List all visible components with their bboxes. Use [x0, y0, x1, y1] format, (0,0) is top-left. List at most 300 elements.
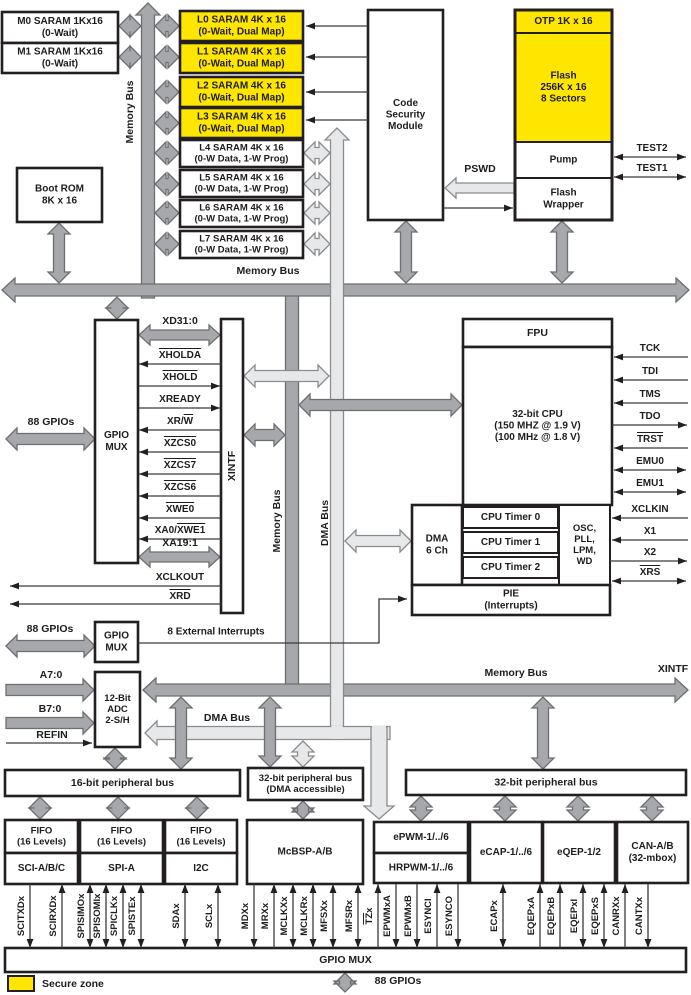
sig-emu0-arrowhead: [677, 467, 686, 474]
xa19-1-arrow: [139, 547, 220, 567]
membus-l7: [155, 233, 179, 255]
bus16-fifo-i2c: [186, 797, 208, 819]
sig-tms-arrowhead: [614, 400, 623, 407]
dma-6ch-label: 6 Ch: [426, 545, 448, 557]
l4-saram: [180, 140, 303, 167]
pin-eqepxb: [546, 884, 561, 948]
memory-bus-1-label: Memory Bus: [236, 265, 300, 277]
sig-xhold: [139, 372, 220, 387]
signal-text: XHOLDA: [158, 349, 202, 361]
xd31-0-label: XD31:0: [162, 315, 198, 327]
bus-32bit-dma: [248, 768, 363, 800]
sig-xzcs7: [139, 460, 221, 475]
l7-saram-label: L7 SARAM 4K x 16: [199, 233, 284, 245]
pin-arrowhead: [355, 939, 362, 948]
pin-arrowhead: [27, 939, 34, 948]
pin-arrowhead: [138, 939, 145, 948]
pin-label: [634, 896, 645, 935]
signal-text: MCLKXx: [278, 896, 290, 936]
pin-arrowhead: [310, 939, 317, 948]
fpu-label: FPU: [527, 327, 548, 339]
secure-zone-swatch: [8, 976, 34, 991]
pin-arrowhead: [103, 939, 110, 948]
boot-rom-label: Boot ROM: [35, 183, 84, 195]
l7-saram-label: (0-W Data, 1-W Prog): [194, 244, 289, 256]
sig-xholda: [139, 350, 221, 365]
sig-csm-l1-arrowhead: [306, 54, 315, 61]
pin-label: [92, 893, 103, 939]
fifo-spi-label: (16 Levels): [96, 836, 147, 848]
signal-text: XREADY: [159, 393, 201, 405]
epwm-label: ePWM-1/../6: [393, 832, 449, 843]
pin-arrowhead: [251, 939, 258, 948]
fifo-sci-label: FIFO: [30, 825, 53, 837]
sig-xr-w: [139, 416, 221, 431]
sig-xzcs0-arrowhead: [139, 449, 148, 456]
dma-bus-2-label: DMA Bus: [203, 712, 251, 724]
pin-label: [364, 907, 375, 925]
sig-xclkin-arrowhead: [612, 515, 621, 522]
signal-text: EQEPxI: [568, 898, 580, 934]
membus1-gpiomux: [106, 297, 128, 319]
signal-text: XZCS6: [163, 481, 197, 493]
pin-spisomix: [92, 884, 107, 948]
membus2-bus32: [532, 697, 554, 769]
xa19-1-label: XA19:1: [162, 537, 198, 549]
pin-label: [260, 902, 271, 929]
pin-label: [526, 897, 537, 936]
sig-csm-l3-arrowhead: [306, 117, 315, 124]
fifo-i2c: [165, 820, 237, 853]
pin-label: [171, 903, 182, 929]
sig-xready: [139, 394, 220, 409]
osc-pll-lpm-wd-label: PLL,: [574, 533, 595, 545]
signal-text: MDXx: [239, 902, 251, 930]
pin-arrowhead: [434, 884, 441, 893]
signal-text: SPISIMOx: [75, 893, 87, 939]
pin-arrowhead: [215, 884, 222, 893]
sig-emu1: [614, 478, 686, 493]
memory-bus-top-label: Memory Bus: [124, 80, 136, 144]
sig-csm-l0-arrowhead: [306, 23, 315, 30]
gpio-mux-adc: [95, 622, 138, 662]
sig-xwe0-label: [166, 504, 195, 515]
signal-text: XWE0: [165, 503, 195, 515]
signal-text: X1: [643, 525, 657, 537]
sig-xrs-arrowhead: [677, 578, 686, 585]
pin-arrowhead: [87, 884, 94, 893]
adc-label: 2-S/H: [105, 715, 130, 727]
pin-label: [240, 902, 251, 929]
pin-arrowhead: [310, 884, 317, 893]
bus16-fifo-spi: [107, 797, 129, 819]
sig-xzcs7-arrowhead: [139, 471, 148, 478]
pswd-arrow: [445, 178, 514, 198]
pin-epwmxa: [382, 884, 397, 948]
pin-label: [299, 895, 310, 935]
pin-arrowhead: [59, 884, 66, 893]
pin-label: [423, 898, 434, 933]
pin-arrowhead: [500, 939, 507, 948]
pin-arrowhead: [330, 884, 337, 893]
epwm: [374, 822, 468, 853]
signal-text: MFSRx: [343, 899, 355, 933]
flash-membus1: [551, 221, 573, 283]
l1-saram-label: (0-Wait, Dual Map): [198, 58, 285, 70]
gpio-mux-xintf: [95, 320, 138, 563]
sig-x2: [610, 547, 687, 562]
dmaband-bus32d: [292, 741, 314, 767]
sig-emu0-arrowhead: [614, 467, 623, 474]
bus32d-mcbsp: [292, 801, 314, 819]
signal-text: TMS: [639, 388, 661, 400]
sci-label: SCI-A/B/C: [17, 863, 66, 874]
sig-trst-label: [637, 434, 663, 445]
m1-saram: [2, 43, 118, 73]
signal-text: MRXx: [259, 902, 271, 930]
sig-xclkin-label: [631, 504, 668, 515]
cpu-timer-0: [463, 507, 558, 528]
sig-xrs: [612, 567, 686, 582]
sig-tdi-arrowhead: [614, 377, 623, 384]
pin-eqepxa: [526, 884, 541, 948]
sig-emu0-label: [636, 456, 664, 467]
pin-arrowhead: [355, 884, 362, 893]
cpu-label: (150 MHZ @ 1.9 V): [494, 420, 581, 432]
fifo-i2c-label: (16 Levels): [176, 836, 226, 848]
l0-saram: [180, 11, 303, 41]
fifo-spi: [80, 820, 163, 853]
dma-6ch: [412, 505, 462, 585]
flash-pump: [515, 142, 612, 178]
signal-text: XR/: [166, 415, 184, 427]
pie-interrupts-label: (Interrupts): [484, 600, 538, 612]
ecap: [470, 822, 542, 883]
sig-test1-arrowhead: [677, 174, 686, 181]
memory-bus-1: [2, 278, 689, 302]
pin-arrowhead: [290, 884, 297, 893]
sig-xr-w-arrowhead: [139, 427, 148, 434]
signal-text: x: [363, 907, 375, 913]
flash-wrapper: [515, 178, 612, 220]
refin-label: REFIN: [36, 729, 68, 741]
signal-text: XRD: [169, 590, 191, 602]
pin-arrowhead: [645, 939, 652, 948]
membus-l2: [155, 81, 179, 103]
gpios-1-label: 88 GPIOs: [27, 416, 75, 428]
signal-text: SCLx: [203, 903, 215, 929]
cpu-label: (100 MHz @ 1.8 V): [494, 432, 581, 444]
osc-pll-lpm-wd-label: OSC,: [572, 522, 597, 534]
sig-test1: [614, 163, 686, 178]
signal-text: MCLKRx: [298, 896, 310, 936]
sig-tck: [614, 343, 688, 358]
pin-arrowhead: [215, 939, 222, 948]
sig-test2-arrowhead: [677, 154, 686, 161]
sig-test2: [614, 143, 686, 158]
sig-x1: [612, 526, 688, 541]
sig-csm-wrapper-arrowhead: [504, 205, 513, 212]
signal-text: EPWMxA: [381, 895, 393, 937]
sig-xholda-label: [159, 350, 201, 361]
pin-arrowhead: [580, 884, 587, 893]
sig-xa0-xwe1-label: [155, 525, 206, 536]
flash: [515, 33, 612, 142]
pin-label: [109, 895, 120, 936]
pin-arrowhead: [455, 939, 462, 948]
l1-saram: [180, 43, 303, 73]
signal-text: XA0/: [154, 524, 177, 536]
l2-saram-label: (0-Wait, Dual Map): [198, 92, 285, 104]
gpio-mux-bar: [5, 948, 686, 972]
signal-text: SPISOMIx: [91, 893, 103, 939]
bus32-ecap: [494, 796, 516, 821]
l0-saram-label: (0-Wait, Dual Map): [198, 26, 285, 38]
pin-arrowhead: [375, 884, 382, 893]
sig-trst: [614, 434, 688, 449]
pin-label: [76, 893, 87, 939]
sig-tdo-label: [639, 411, 660, 422]
cpu-timer-0-label: CPU Timer 0: [480, 512, 541, 523]
sig-xrd: [10, 591, 221, 605]
sig-tck-label: [640, 343, 661, 354]
pin-arrowhead: [271, 884, 278, 893]
membus-l0: [155, 15, 179, 37]
pin-esynco: [444, 884, 459, 948]
sig-test1-arrowhead: [614, 174, 623, 181]
signal-text: EQEPxA: [525, 896, 537, 936]
pin-scitxdx: [16, 884, 31, 948]
gpio-mux-adc-label: GPIO: [103, 630, 130, 642]
adc: [95, 672, 140, 747]
hrpwm: [374, 853, 468, 883]
signal-text: SDAx: [170, 903, 182, 929]
memory-bus-2-label: Memory Bus: [484, 667, 548, 679]
pin-eqepxs: [590, 884, 605, 948]
signal-text: CANRXx: [610, 896, 622, 936]
signal-text: ESYNCO: [443, 895, 455, 937]
signal-text: TDO: [639, 410, 661, 422]
dmabus-dma6ch: [345, 530, 411, 552]
l6-saram-label: (0-W Data, 1-W Prog): [194, 213, 289, 225]
l3-saram-label: L3 SARAM 4K x 16: [197, 111, 286, 123]
can: [617, 822, 688, 883]
sig-xclkout: [10, 572, 221, 587]
signal-text: X2: [643, 546, 657, 558]
l3-saram: [180, 108, 303, 138]
otp-label: OTP 1K x 16: [534, 16, 593, 27]
secure-zone-swatch-box: [8, 976, 34, 991]
sig-tdo-arrowhead: [678, 422, 687, 429]
spi: [80, 853, 163, 884]
otp: [515, 10, 612, 33]
signal-text: EQEPxS: [589, 896, 601, 936]
sig-xzcs6-arrowhead: [139, 493, 148, 500]
sig-xzcs0-label: [164, 438, 197, 449]
pin-label: [48, 895, 59, 937]
sig-xrd-arrowhead: [10, 601, 19, 608]
signal-text: XCLKOUT: [155, 571, 205, 583]
l0-saram-label: L0 SARAM 4K x 16: [197, 14, 286, 26]
sig-tck-arrowhead: [614, 354, 623, 361]
signal-text: XWE1: [176, 524, 206, 536]
pin-label: [546, 897, 557, 936]
signal-text: CANTXx: [633, 896, 645, 936]
xintf-label: XINTF: [226, 450, 238, 482]
pin-label: [382, 895, 393, 937]
signal-text: TDI: [641, 365, 659, 377]
l1-saram-label: L1 SARAM 4K x 16: [197, 46, 286, 58]
sig-tdi-label: [642, 366, 658, 377]
l5-saram-label: L5 SARAM 4K x 16: [199, 172, 284, 184]
pin-arrowhead: [120, 939, 127, 948]
dma-bus-col-label: DMA Bus: [319, 499, 331, 547]
pin-eqepxi: [569, 884, 584, 948]
sig-xr-w-label: [167, 416, 194, 427]
gpios-3-label: 88 GPIOs: [374, 975, 422, 987]
m1-saram-label: M1 SARAM 1Kx16: [17, 46, 103, 58]
gpios-arrow-1: [6, 428, 95, 450]
l4-saram-label: (0-W Data, 1-W Prog): [194, 153, 289, 165]
adc-label: ADC: [107, 704, 128, 715]
signal-text: TRST: [636, 433, 664, 445]
hrpwm-label: HRPWM-1/../6: [388, 862, 454, 874]
bus-16bit-label: 16-bit peripheral bus: [70, 777, 175, 789]
sig-ext-interrupts-arrowhead: [398, 596, 407, 603]
signal-text: XZCS7: [163, 459, 197, 471]
signal-text: SPISTEx: [126, 896, 138, 936]
pin-spisimox: [76, 884, 91, 948]
pin-sclx: [204, 884, 219, 948]
sig-xwe0-arrowhead: [139, 515, 148, 522]
signal-text: EMU0: [636, 455, 664, 467]
a7-0-arrow: [6, 679, 94, 701]
signal-text: ESYNCI: [422, 898, 434, 934]
osc-pll-lpm-wd-label: WD: [576, 556, 593, 568]
sig-trst-arrowhead: [614, 445, 623, 452]
signal-text: XRS: [639, 566, 661, 578]
pin-spistex: [127, 884, 142, 948]
m1-membus: [119, 46, 141, 68]
sig-xrs-label: [640, 567, 661, 578]
bus-32bit-label: 32-bit peripheral bus: [494, 776, 598, 789]
pin-label: [403, 895, 414, 937]
pin-mrxx: [260, 884, 275, 948]
pin-arrowhead: [500, 884, 507, 893]
m0-membus: [119, 15, 141, 37]
sig-xhold-label: [163, 372, 198, 383]
sig-xclkout-arrowhead: [10, 583, 19, 590]
pin-mdxx: [240, 884, 255, 948]
sig-xzcs0: [139, 438, 221, 453]
pin-arrowhead: [601, 884, 608, 893]
osc-pll-lpm-wd-label: LPM,: [573, 545, 596, 557]
pin-arrowhead: [557, 884, 564, 893]
sig-xready-label: [159, 394, 201, 405]
pin-label: [204, 903, 215, 928]
gpiobar-gpios: [334, 973, 356, 992]
code-security-module: [368, 10, 443, 220]
pin-label: [569, 899, 580, 933]
code-security-module-label: Code: [393, 97, 418, 109]
dma-6ch-label: DMA: [425, 533, 449, 545]
l5-saram: [180, 170, 303, 197]
signal-text: XCLKIN: [631, 503, 669, 515]
dma-bus-column: [325, 128, 349, 739]
pin-canrxx: [611, 884, 626, 948]
csm-membus1: [395, 221, 417, 283]
adc-bus16: [104, 748, 126, 769]
fifo-spi-label: FIFO: [110, 825, 133, 837]
flash-label: Flash: [550, 70, 577, 82]
i2c-label: I2C: [193, 863, 209, 874]
pin-arrowhead: [138, 884, 145, 893]
pin-esynci: [423, 884, 438, 948]
sig-emu1-arrowhead: [677, 489, 686, 496]
sig-x2-arrowhead: [678, 558, 687, 565]
bus-32bit-dma-label: (DMA accessible): [266, 784, 345, 796]
pin-scirxdx: [48, 884, 63, 948]
spi-label: SPI-A: [108, 863, 135, 874]
pin-arrowhead: [330, 939, 337, 948]
pin-arrowhead: [290, 939, 297, 948]
pin-arrowhead: [414, 939, 421, 948]
signal-text: EMU1: [636, 477, 664, 489]
xintf-out-label: XINTF: [657, 663, 689, 675]
pin-arrowhead: [103, 884, 110, 893]
signal-text: TZ: [363, 912, 375, 925]
membus-l6: [155, 202, 179, 224]
sig-test1-label: [636, 163, 668, 174]
pin-epwmxb: [403, 884, 418, 948]
l6-dmabus: [304, 202, 330, 224]
pin-label: [590, 897, 601, 935]
flash-label: 256K x 16: [540, 82, 587, 93]
signal-text: ECAPx: [488, 900, 500, 932]
pin-ecapx: [489, 884, 504, 948]
pin-label: [16, 895, 27, 936]
gpio-mux-adc-label: MUX: [105, 642, 128, 654]
cpu-timer-2: [463, 557, 558, 578]
sig-test2-label: [636, 143, 668, 154]
pin-label: [611, 896, 622, 936]
signal-text: W: [183, 415, 194, 427]
membus-l5: [155, 173, 179, 195]
sig-xrd-label: [169, 591, 190, 602]
fifo-sci: [5, 820, 78, 853]
m0-saram: [2, 12, 118, 43]
sig-xzcs7-label: [164, 460, 197, 471]
pin-arrowhead: [537, 884, 544, 893]
pin-arrowhead: [393, 939, 400, 948]
bus-patch-2: [372, 726, 386, 741]
signal-text: TEST1: [636, 162, 668, 174]
l6-saram: [180, 200, 303, 227]
sig-emu0: [614, 456, 686, 471]
mcbsp: [247, 820, 363, 884]
boot-rom: [17, 168, 102, 222]
pie-interrupts-label: PIE: [502, 588, 520, 600]
memory-bus-column-top: [136, 3, 160, 298]
ecap-label: eCAP-1/../6: [479, 847, 533, 858]
gpio-mux-bar-label: GPIO MUX: [319, 954, 372, 966]
sig-csm-l2-arrowhead: [306, 89, 315, 96]
pin-arrowhead: [580, 939, 587, 948]
bus32-can: [641, 796, 663, 821]
pin-mfsrx: [344, 884, 359, 948]
sig-xzcs6-label: [164, 482, 197, 493]
sig-x1-label: [644, 526, 657, 537]
